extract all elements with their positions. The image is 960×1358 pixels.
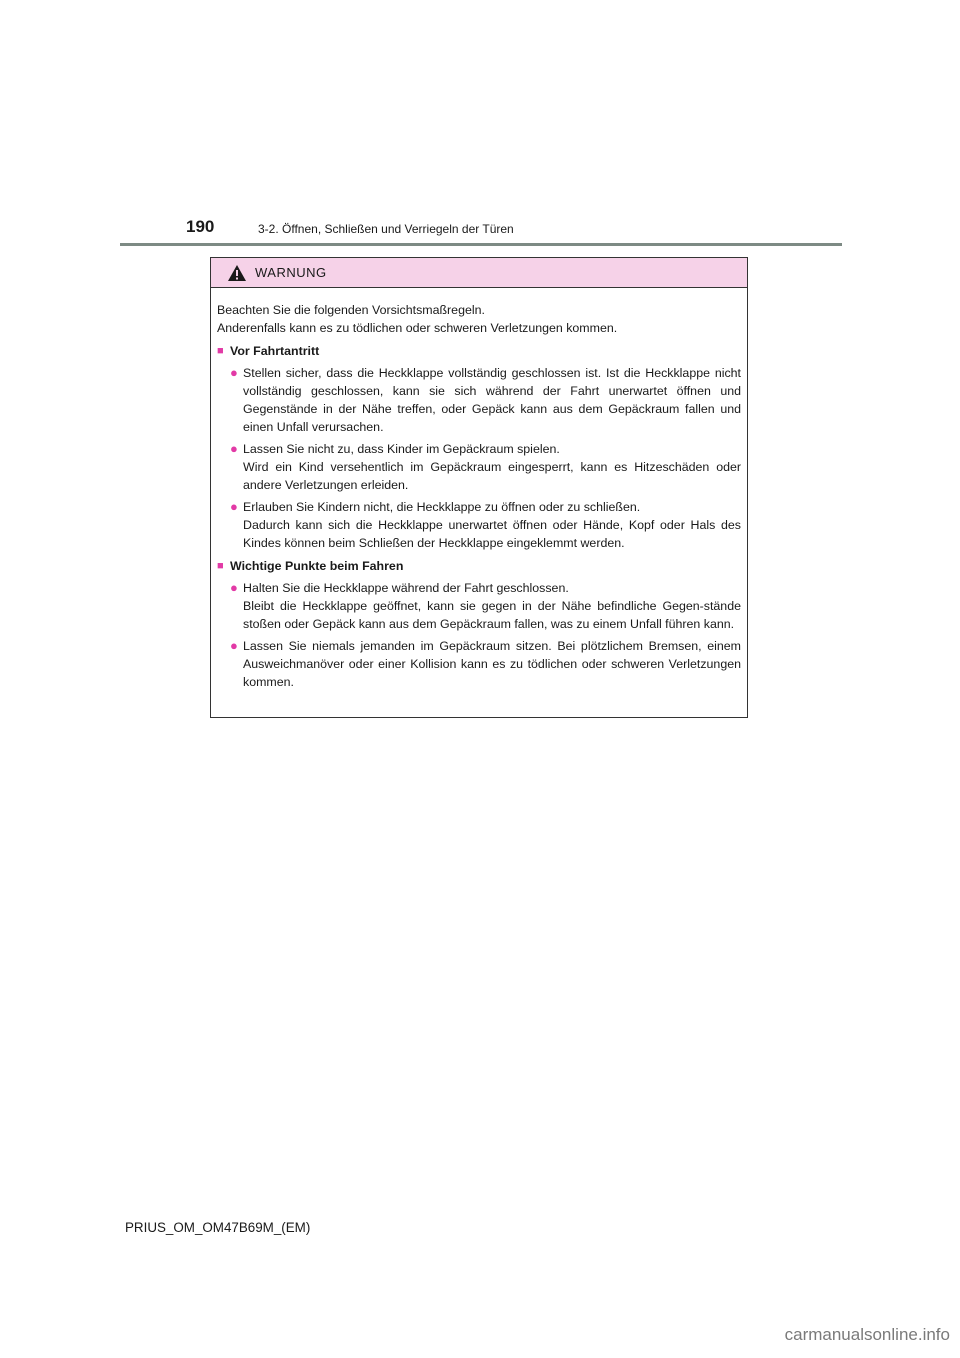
header-divider [120,243,842,246]
section-heading-text: Vor Fahrtantritt [230,344,320,358]
list-item-paragraph: Lassen Sie niemals jemanden im Gepäckraum sitzen. Bei plötzlichem Bremsen, einem Ausweichmanöver oder einer Kollision kann es zu tödlichen oder schweren Verletzungen kommen. [243,639,741,689]
list-item-paragraph: Bleibt die Heckklappe geöffnet, kann sie gegen in der Nähe befindliche Gegen-stände stoßen oder Gepäck kann aus dem Gepäckraum fallen, was zu einem Unfall führen kann. [243,599,741,631]
list-item-text [243,579,741,633]
list-item-paragraph: Lassen Sie nicht zu, dass Kinder im Gepäckraum spielen. [243,442,560,456]
list-item-paragraph: Stellen sicher, dass die Heckklappe vollständig geschlossen ist. Ist die Heckklappe nicht vollständig geschlossen, kann sie sich während der Fahrt unerwartet öffnen und Gegenstände in der Nähe treffen, oder Gepäck kann aus dem Gepäckraum fallen und einen Unfall verursachen. [243,366,741,434]
list-item-text [243,637,741,691]
list-item-paragraph: Wird ein Kind versehentlich im Gepäckraum eingesperrt, kann es Hitzeschäden oder andere Verletzungen erleiden. [243,460,741,492]
list-item-text [243,498,741,552]
circle-bullet-icon: ● [230,499,238,514]
section-heading-text: Wichtige Punkte beim Fahren [230,559,404,573]
list-item-paragraph: Erlauben Sie Kindern nicht, die Heckklappe zu öffnen oder zu schließen. [243,500,641,514]
document-code: PRIUS_OM_OM47B69M_(EM) [125,1220,311,1235]
list-item-paragraph: Dadurch kann sich die Heckklappe unerwartet öffnen oder Hände, Kopf oder Hals des Kindes können beim Schließen der Heckklappe eingeklemmt werden. [243,518,741,550]
circle-bullet-icon: ● [230,441,238,456]
warning-triangle-icon [227,264,247,282]
list-item [217,579,741,633]
list-item [217,364,741,436]
list-item-text [243,364,741,436]
square-bullet-icon: ■ [217,560,224,572]
section-heading [217,557,741,575]
square-bullet-icon: ■ [217,345,224,357]
circle-bullet-icon: ● [230,365,238,380]
list-item [217,440,741,494]
list-item [217,637,741,691]
circle-bullet-icon: ● [230,638,238,653]
list-item-text [243,440,741,494]
list-item-paragraph: Halten Sie die Heckklappe während der Fahrt geschlossen. [243,581,569,595]
circle-bullet-icon: ● [230,580,238,595]
warning-header [211,258,747,288]
warning-box [210,257,748,718]
page-number: 190 [186,217,215,236]
section-heading [217,342,741,360]
list-item [217,498,741,552]
warning-intro-line: Beachten Sie die folgenden Vorsichtsmaßregeln. [217,303,485,317]
watermark: carmanualsonline.info [784,1325,950,1344]
warning-intro-line: Anderenfalls kann es zu tödlichen oder schweren Verletzungen kommen. [217,321,618,335]
chapter-title: 3-2. Öffnen, Schließen und Verriegeln der Türen [258,222,514,236]
warning-body [211,288,747,691]
warning-title: WARNUNG [255,265,327,280]
